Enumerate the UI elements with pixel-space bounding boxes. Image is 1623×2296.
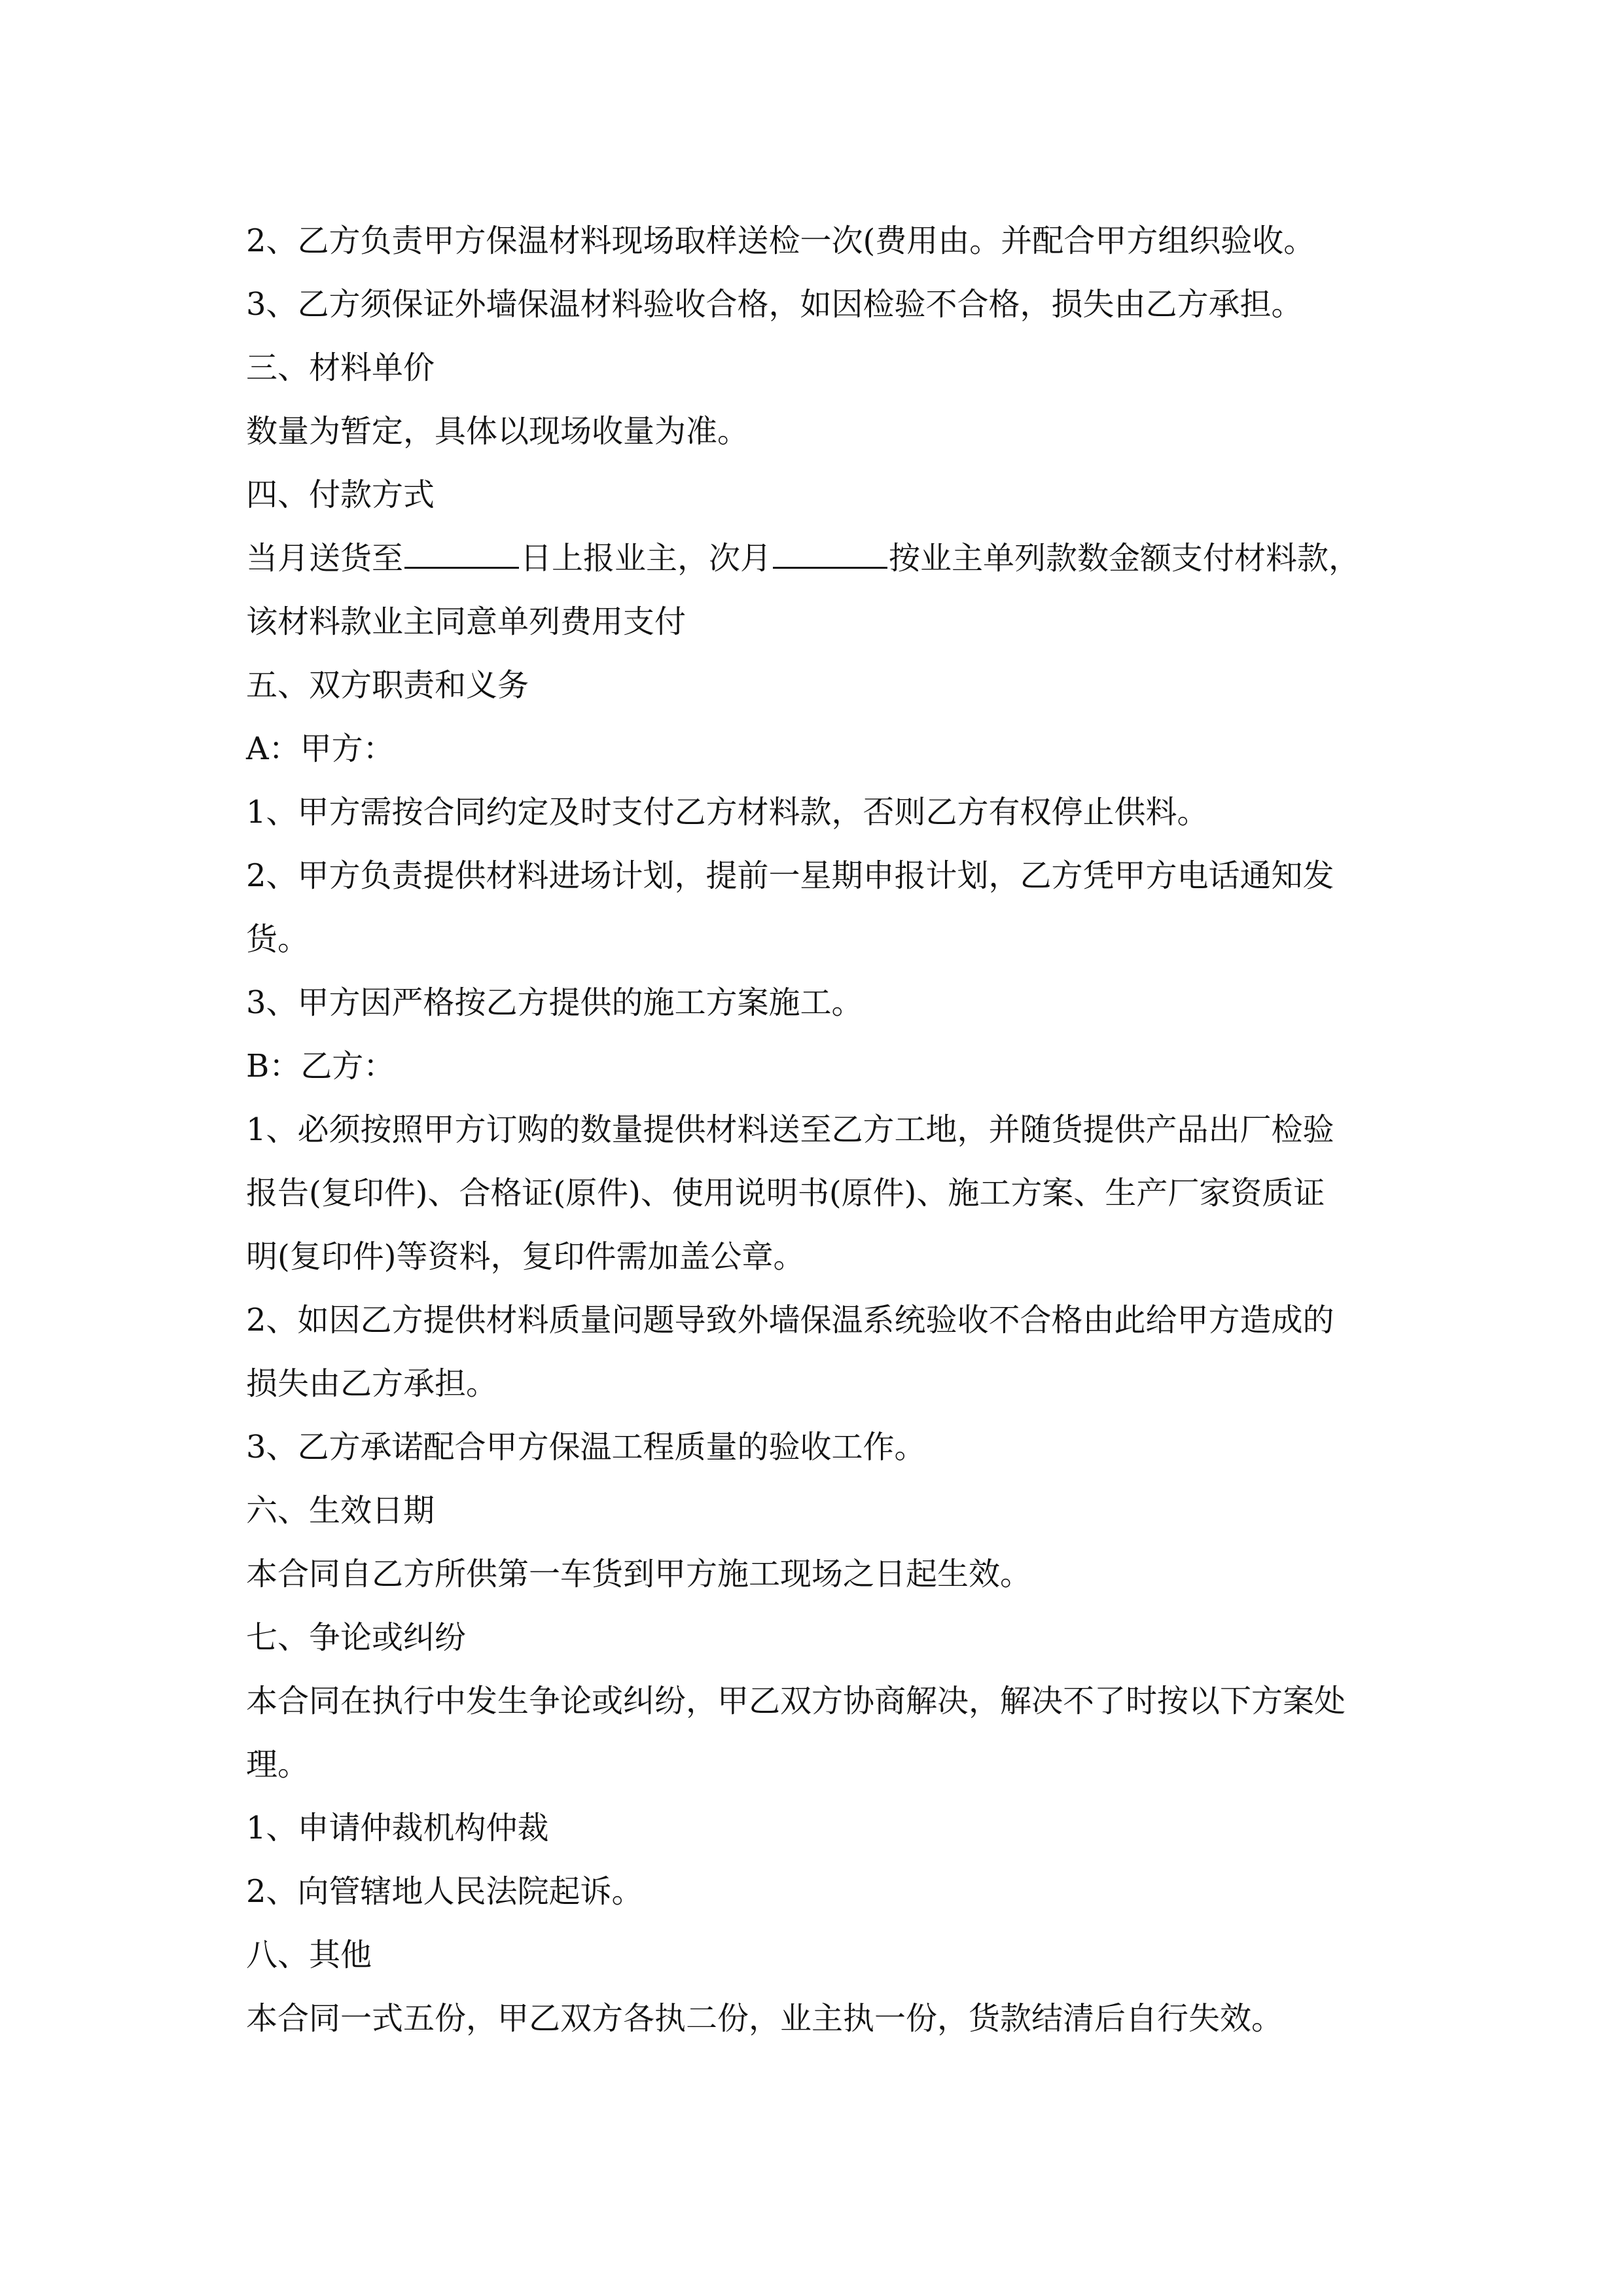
clause-text: 该材料款业主同意单列费用支付 — [246, 603, 687, 640]
section-heading: 三、材料单价 — [246, 350, 435, 386]
section-heading: 五、双方职责和义务 — [246, 667, 529, 704]
section-heading: 八、其他 — [246, 1937, 372, 1973]
clause-text: 本合同在执行中发生争论或纠纷，甲乙双方协商解决，解决不了时按以下方案处 — [246, 1683, 1346, 1719]
clause-text: 3、甲方因严格按乙方提供的施工方案施工。 — [246, 984, 863, 1021]
clause-text: 2、如因乙方提供材料质量问题导致外墙保温系统验收不合格由此给甲方造成的 — [246, 1302, 1334, 1338]
payment-text-part3: 按业主单列款数金额支付材料款， — [889, 540, 1361, 577]
blank-line — [773, 541, 887, 569]
blank-line — [404, 541, 519, 569]
document-body — [246, 209, 1391, 2051]
clause-text: 报告(复印件)、合格证(原件)、使用说明书(原件)、施工方案、生产厂家资质证 — [246, 1175, 1325, 1211]
clause-text: 3、乙方承诺配合甲方保温工程质量的验收工作。 — [246, 1429, 926, 1465]
section-heading: 七、争论或纠纷 — [246, 1619, 467, 1656]
section-heading: 四、付款方式 — [246, 476, 435, 513]
payment-text-part2: 日上报业主，次月 — [520, 540, 772, 577]
party-label: A：甲方： — [246, 730, 395, 767]
section-heading: 六、生效日期 — [246, 1492, 435, 1529]
clause-text: 数量为暂定，具体以现场收量为准。 — [246, 413, 749, 450]
clause-text: 本合同自乙方所供第一车货到甲方施工现场之日起生效。 — [246, 1556, 1032, 1592]
clause-text: 1、申请仲裁机构仲裁 — [246, 1810, 549, 1846]
clause-text: 3、乙方须保证外墙保温材料验收合格，如因检验不合格，损失由乙方承担。 — [246, 286, 1303, 323]
party-label: B：乙方： — [246, 1048, 395, 1085]
clause-text: 1、必须按照甲方订购的数量提供材料送至乙方工地，并随货提供产品出厂检验 — [246, 1111, 1334, 1148]
clause-text: 2、甲方负责提供材料进场计划，提前一星期申报计划，乙方凭甲方电话通知发 — [246, 857, 1334, 894]
clause-text: 理。 — [246, 1746, 310, 1783]
clause-text: 损失由乙方承担。 — [246, 1365, 498, 1402]
payment-text-part1: 当月送货至 — [246, 540, 404, 577]
payment-clause — [246, 527, 1391, 590]
clause-text: 货。 — [246, 921, 310, 958]
clause-text: 本合同一式五份，甲乙双方各执二份，业主执一份，货款结清后自行失效。 — [246, 2000, 1283, 2037]
clause-text: 2、乙方负责甲方保温材料现场取样送检一次(费用由。并配合甲方组织验收。 — [246, 223, 1315, 259]
clause-text: 1、甲方需按合同约定及时支付乙方材料款，否则乙方有权停止供料。 — [246, 794, 1209, 831]
clause-text: 2、向管辖地人民法院起诉。 — [246, 1873, 643, 1910]
clause-text: 明(复印件)等资料，复印件需加盖公章。 — [246, 1238, 805, 1275]
